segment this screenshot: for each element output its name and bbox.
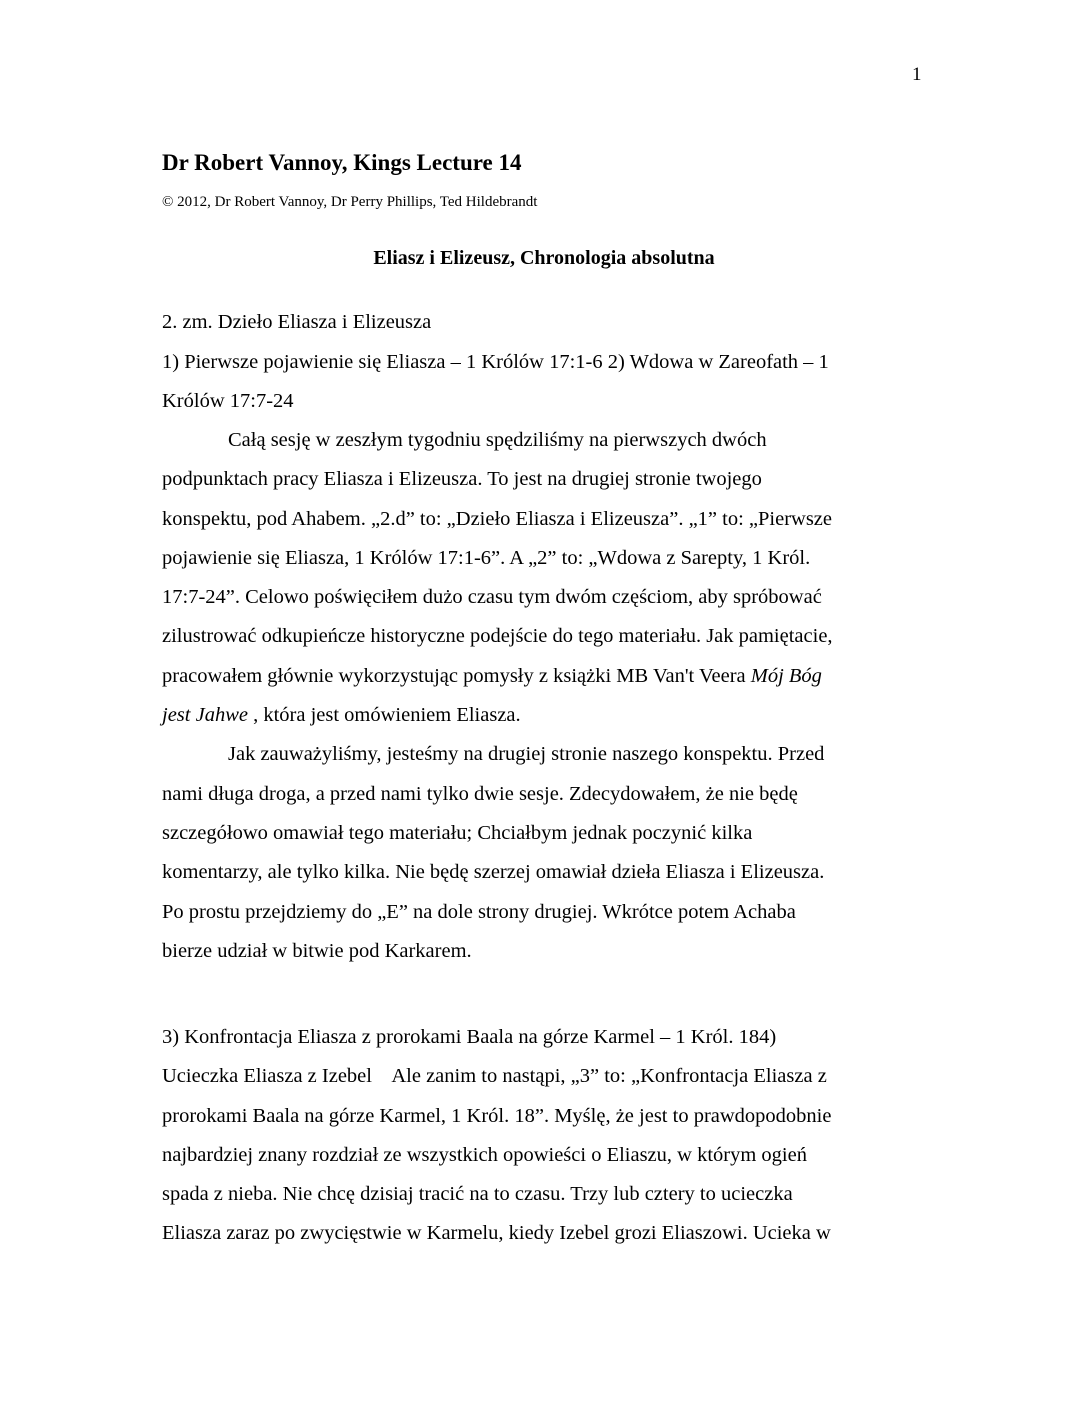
document-title: Dr Robert Vannoy, Kings Lecture 14 <box>162 150 522 175</box>
paragraph-line: szczegółowo omawiał tego materiału; Chciałbym jednak poczynić kilka <box>162 822 753 844</box>
paragraph-line: komentarzy, ale tylko kilka. Nie będę szerzej omawiał dzieła Eliasza i Elizeusza. <box>162 861 825 883</box>
section-heading: Eliasz i Elizeusz, Chronologia absolutna <box>373 247 715 269</box>
paragraph-line: zilustrować odkupieńcze historyczne podejście do tego materiału. Jak pamiętacie, <box>162 625 833 647</box>
paragraph-line: konspektu, pod Ahabem. „2.d” to: „Dzieło Eliasza i Elizeusza”. „1” to: „Pierwsze <box>162 508 833 530</box>
paragraph-line: Całą sesję w zeszłym tygodniu spędziliśmy na pierwszych dwóch <box>228 429 767 451</box>
line-text: pracowałem głównie wykorzystując pomysły z książki MB Van't Veera <box>162 665 751 687</box>
paragraph-line: spada z nieba. Nie chcę dzisiaj tracić na to czasu. Trzy lub cztery to ucieczka <box>162 1183 793 1205</box>
paragraph-line: 17:7-24”. Celowo poświęciłem dużo czasu tym dwóm częściom, aby spróbować <box>162 586 822 608</box>
copyright-line: © 2012, Dr Robert Vannoy, Dr Perry Phillips, Ted Hildebrandt <box>162 194 538 210</box>
paragraph-line: nami długa droga, a przed nami tylko dwie sesje. Zdecydowałem, że nie będę <box>162 783 798 805</box>
page-number: 1 <box>912 64 922 85</box>
line-text: , która jest omówieniem Eliasza. <box>247 704 521 726</box>
paragraph-line: pojawienie się Eliasza, 1 Królów 17:1-6”. A „2” to: „Wdowa z Sarepty, 1 Król. <box>162 547 811 569</box>
paragraph-line: najbardziej znany rozdział ze wszystkich opowieści o Eliaszu, w którym ogień <box>162 1144 807 1166</box>
paragraph-line <box>162 665 822 688</box>
outline-item: 2. zm. Dzieło Eliasza i Elizeusza <box>162 311 432 333</box>
paragraph-line: Eliasza zaraz po zwycięstwie w Karmelu, kiedy Izebel grozi Eliaszowi. Ucieka w <box>162 1222 831 1244</box>
paragraph-line: podpunktach pracy Eliasza i Elizeusza. To jest na drugiej stronie twojego <box>162 468 762 490</box>
paragraph-line: bierze udział w bitwie pod Karkarem. <box>162 940 472 962</box>
paragraph-line: Jak zauważyliśmy, jesteśmy na drugiej stronie naszego konspektu. Przed <box>228 743 825 765</box>
paragraph-line: prorokami Baala na górze Karmel, 1 Król. 18”. Myślę, że jest to prawdopodobnie <box>162 1105 832 1127</box>
paragraph-line: Po prostu przejdziemy do „E” na dole strony drugiej. Wkrótce potem Achaba <box>162 901 796 923</box>
outline-item: Królów 17:7-24 <box>162 390 294 412</box>
book-title-part: Mój Bóg <box>750 665 822 687</box>
outline-item: 3) Konfrontacja Eliasza z prorokami Baala na górze Karmel – 1 Król. 184) <box>162 1026 777 1048</box>
paragraph-line: Ucieczka Eliasza z Izebel Ale zanim to nastąpi, „3” to: „Konfrontacja Eliasza z <box>162 1065 827 1087</box>
paragraph-line <box>162 704 521 727</box>
book-title-part: jest Jahwe <box>162 704 248 726</box>
outline-item: 1) Pierwsze pojawienie się Eliasza – 1 Królów 17:1-6 2) Wdowa w Zareofath – 1 <box>162 351 829 373</box>
